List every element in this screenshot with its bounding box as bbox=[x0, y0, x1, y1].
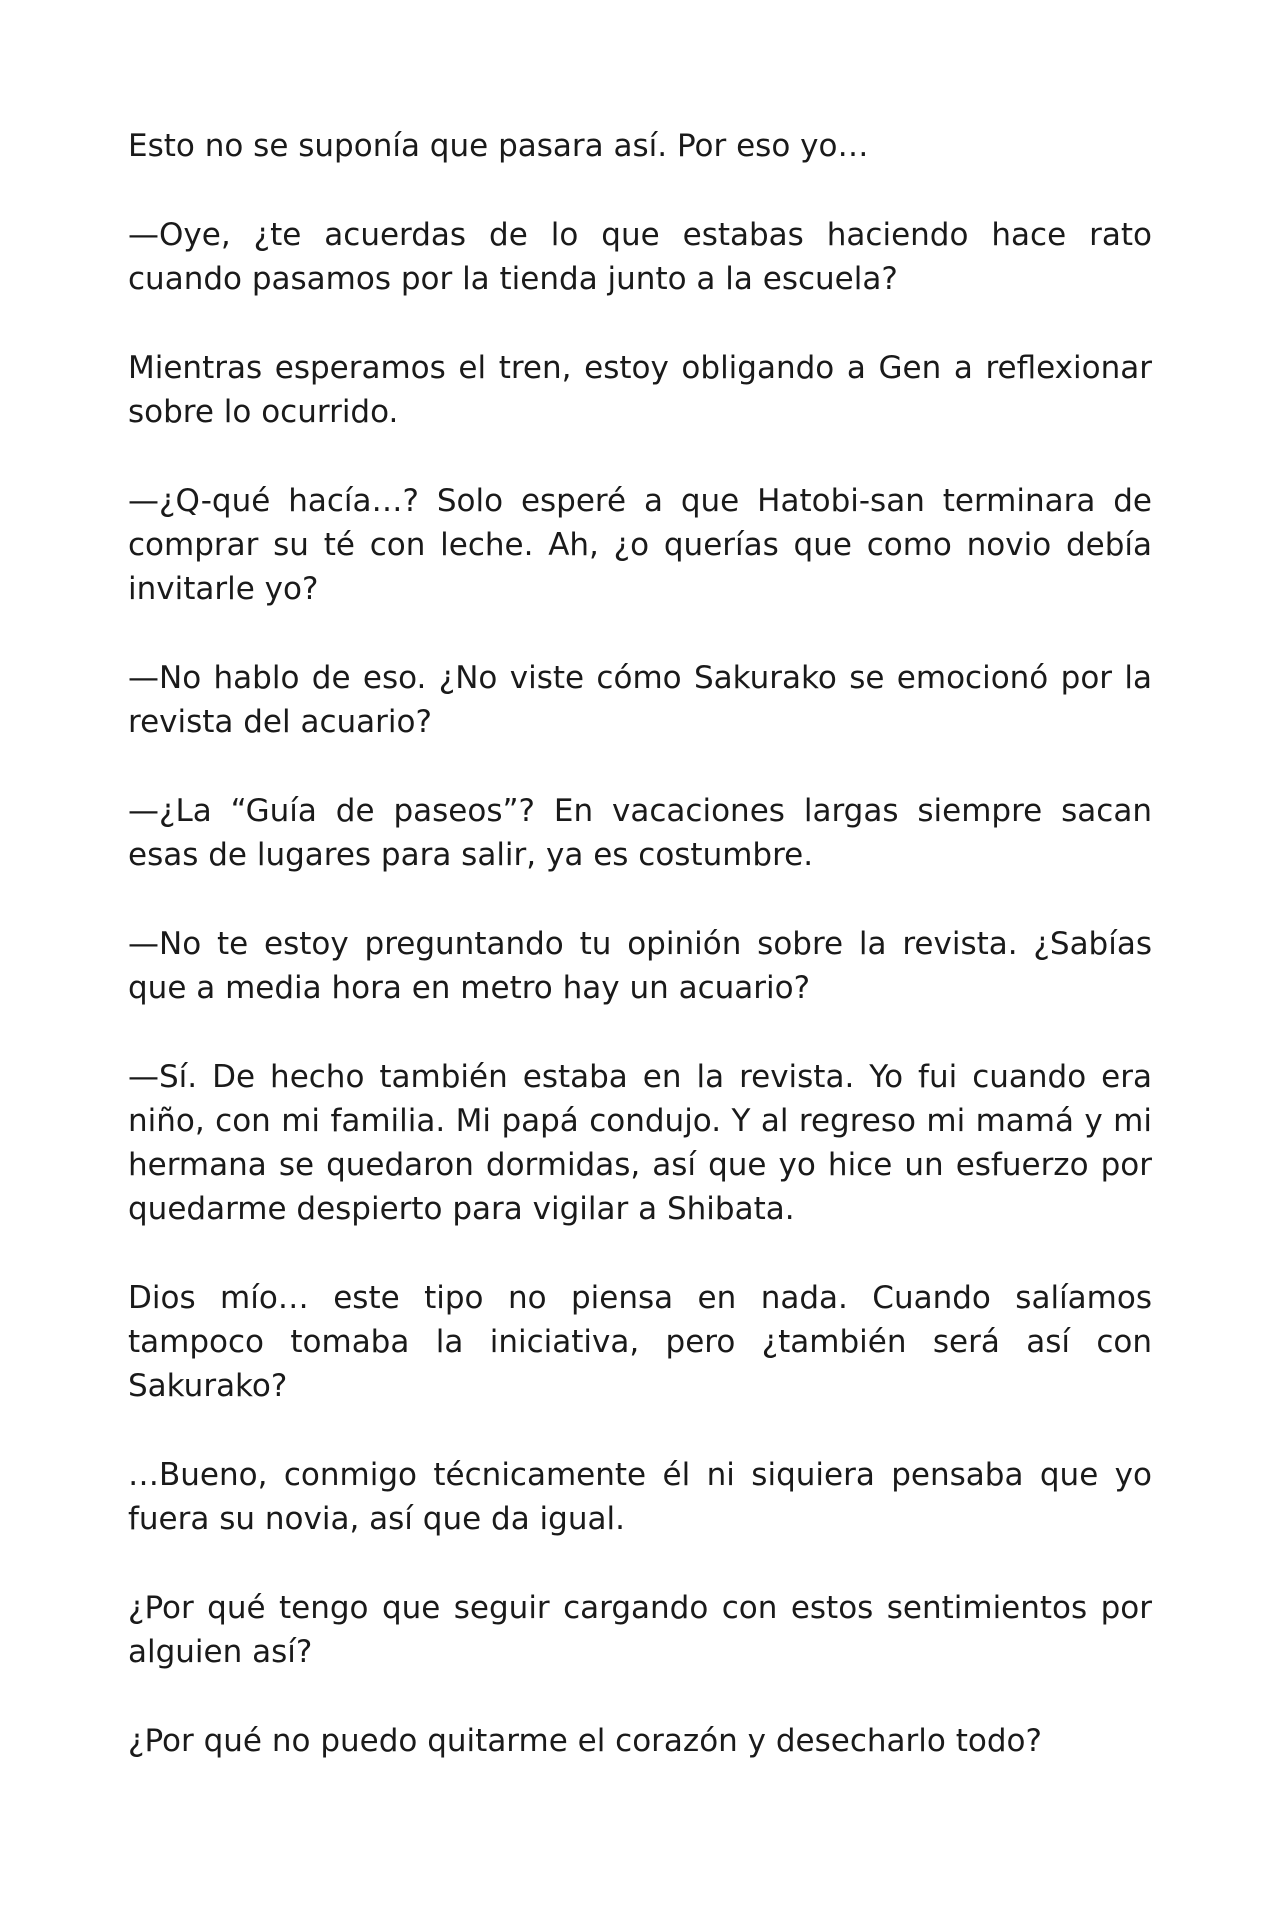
paragraph: —¿Q-qué hacía…? Solo esperé a que Hatobi-san terminara de comprar su té con leche. Ah, ¿o querías que como novio debía invitarle yo? bbox=[128, 483, 1152, 607]
paragraph: Dios mío… este tipo no piensa en nada. Cuando salíamos tampoco tomaba la iniciativa, pero ¿también será así con Sakurako? bbox=[128, 1280, 1152, 1404]
paragraph: —Oye, ¿te acuerdas de lo que estabas haciendo hace rato cuando pasamos por la tienda junto a la escuela? bbox=[128, 217, 1152, 297]
paragraph: Esto no se suponía que pasara así. Por eso yo… bbox=[128, 128, 869, 164]
paragraph: —¿La “Guía de paseos”? En vacaciones largas siempre sacan esas de lugares para salir, ya es costumbre. bbox=[128, 793, 1152, 873]
paragraph: …Bueno, conmigo técnicamente él ni siquiera pensaba que yo fuera su novia, así que da igual. bbox=[128, 1457, 1152, 1537]
document-page bbox=[128, 124, 1152, 1763]
paragraph: —No te estoy preguntando tu opinión sobre la revista. ¿Sabías que a media hora en metro hay un acuario? bbox=[128, 926, 1152, 1006]
paragraph: —Sí. De hecho también estaba en la revista. Yo fui cuando era niño, con mi familia. Mi papá condujo. Y al regreso mi mamá y mi hermana se quedaron dormidas, así que yo hice un esfuerzo por quedarme despierto para vigilar a Shibata. bbox=[128, 1059, 1152, 1227]
paragraph: ¿Por qué no puedo quitarme el corazón y desecharlo todo? bbox=[128, 1723, 1042, 1759]
paragraph: Mientras esperamos el tren, estoy obligando a Gen a reflexionar sobre lo ocurrido. bbox=[128, 350, 1152, 430]
paragraph: ¿Por qué tengo que seguir cargando con estos sentimientos por alguien así? bbox=[128, 1590, 1152, 1670]
paragraph: —No hablo de eso. ¿No viste cómo Sakurako se emocionó por la revista del acuario? bbox=[128, 660, 1152, 740]
